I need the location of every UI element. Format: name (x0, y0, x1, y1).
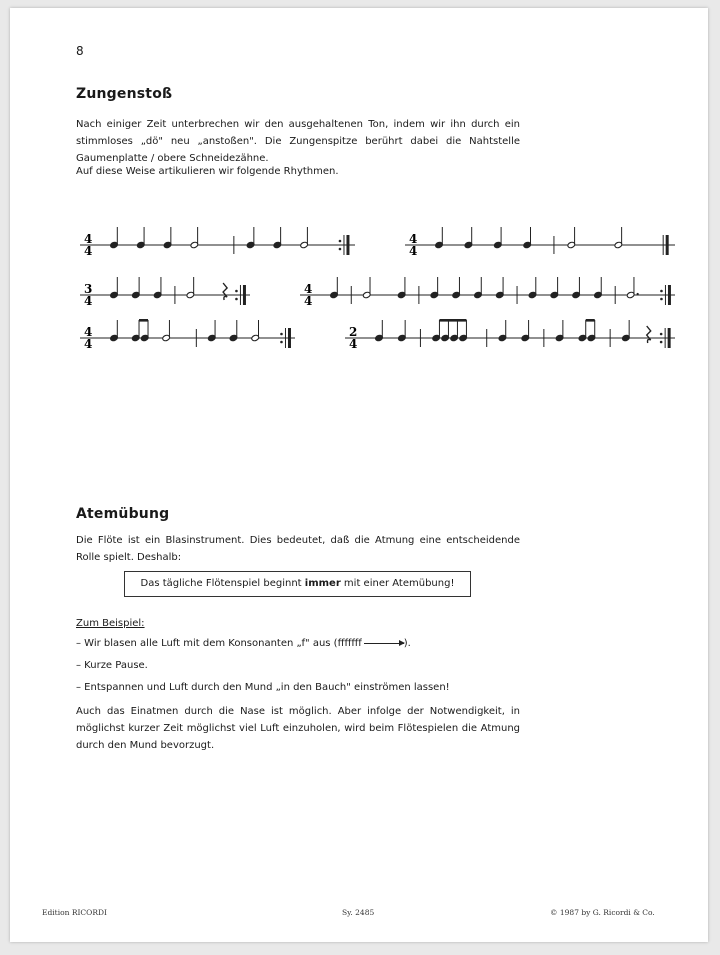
time-signature-bottom: 4 (304, 294, 313, 308)
time-signature-top: 4 (409, 232, 418, 246)
atemuebung-paragraph: Die Flöte ist ein Blasinstrument. Dies bedeutet, daß die Atmung eine entscheidende Rolle spielt. Deshalb: (76, 535, 520, 563)
quarter-rest (223, 283, 227, 300)
time-signature-bottom: 4 (84, 337, 93, 351)
footer-catalog-number: Sy. 2485 (342, 908, 375, 917)
step-1 (76, 637, 411, 651)
repeat-dot (235, 298, 238, 301)
note-beam (586, 319, 595, 322)
breathing-paragraph: Auch das Einatmen durch die Nase ist möglich. Aber infolge der Notwendigkeit, in möglichst kurzer Zeit möglichst viel Luft einzuholen, wird beim Flötespielen die Atmung durch den Mund bevorzugt. (76, 706, 520, 751)
time-signature-top: 4 (84, 325, 93, 339)
repeat-dot (280, 341, 283, 344)
dot (637, 293, 639, 295)
example-heading: Zum Beispiel: (76, 618, 145, 629)
repeat-dot (660, 341, 663, 344)
step-2: – Kurze Pause. (76, 660, 148, 671)
callout-text-before: Das tägliche Flötenspiel beginnt (140, 578, 305, 589)
rhythm-exercises (10, 208, 708, 368)
section-title-atemuebung: Atemübung (76, 506, 170, 522)
note-beam (439, 319, 466, 322)
callout-text-after: mit einer Atemübung! (340, 578, 455, 589)
time-signature-top: 3 (84, 282, 93, 296)
rhythm-intro-paragraph: Auf diese Weise artikulieren wir folgende Rhythmen. (76, 166, 339, 177)
time-signature-top: 4 (304, 282, 313, 296)
repeat-dot (235, 290, 238, 293)
page (10, 8, 708, 942)
step-1-text: – Wir blasen alle Luft mit dem Konsonanten „f" aus (fffffff (76, 638, 362, 649)
zungenstoss-paragraph: Nach einiger Zeit unterbrechen wir den ausgehaltenen Ton, indem wir ihn durch ein stimmloses „dö" neu „anstoßen". Die Zungenspitze berührt dabei die Nahtstelle Gaumenplatte / obere Schneidezähne. (76, 119, 520, 164)
footer-publisher: Edition RICORDI (42, 908, 107, 917)
time-signature-bottom: 4 (84, 294, 93, 308)
time-signature-bottom: 4 (84, 244, 93, 258)
callout-box (124, 571, 471, 597)
time-signature-top: 2 (349, 325, 358, 339)
page-number: 8 (76, 44, 84, 58)
repeat-dot (660, 333, 663, 336)
section-title-zungenstoss: Zungenstoß (76, 86, 173, 102)
repeat-dot (660, 290, 663, 293)
arrow-icon (364, 643, 404, 644)
time-signature-top: 4 (84, 232, 93, 246)
callout-text-bold: immer (304, 578, 341, 589)
repeat-dot (339, 240, 342, 243)
footer-copyright: © 1987 by G. Ricordi & Co. (550, 908, 655, 917)
repeat-dot (660, 298, 663, 301)
note-beam (139, 319, 148, 322)
time-signature-bottom: 4 (409, 244, 418, 258)
time-signature-bottom: 4 (349, 337, 358, 351)
step-3: – Entspannen und Luft durch den Mund „in den Bauch" einströmen lassen! (76, 682, 450, 693)
repeat-dot (280, 333, 283, 336)
quarter-rest (647, 326, 651, 343)
step-1-end: ). (403, 638, 411, 649)
repeat-dot (339, 248, 342, 251)
